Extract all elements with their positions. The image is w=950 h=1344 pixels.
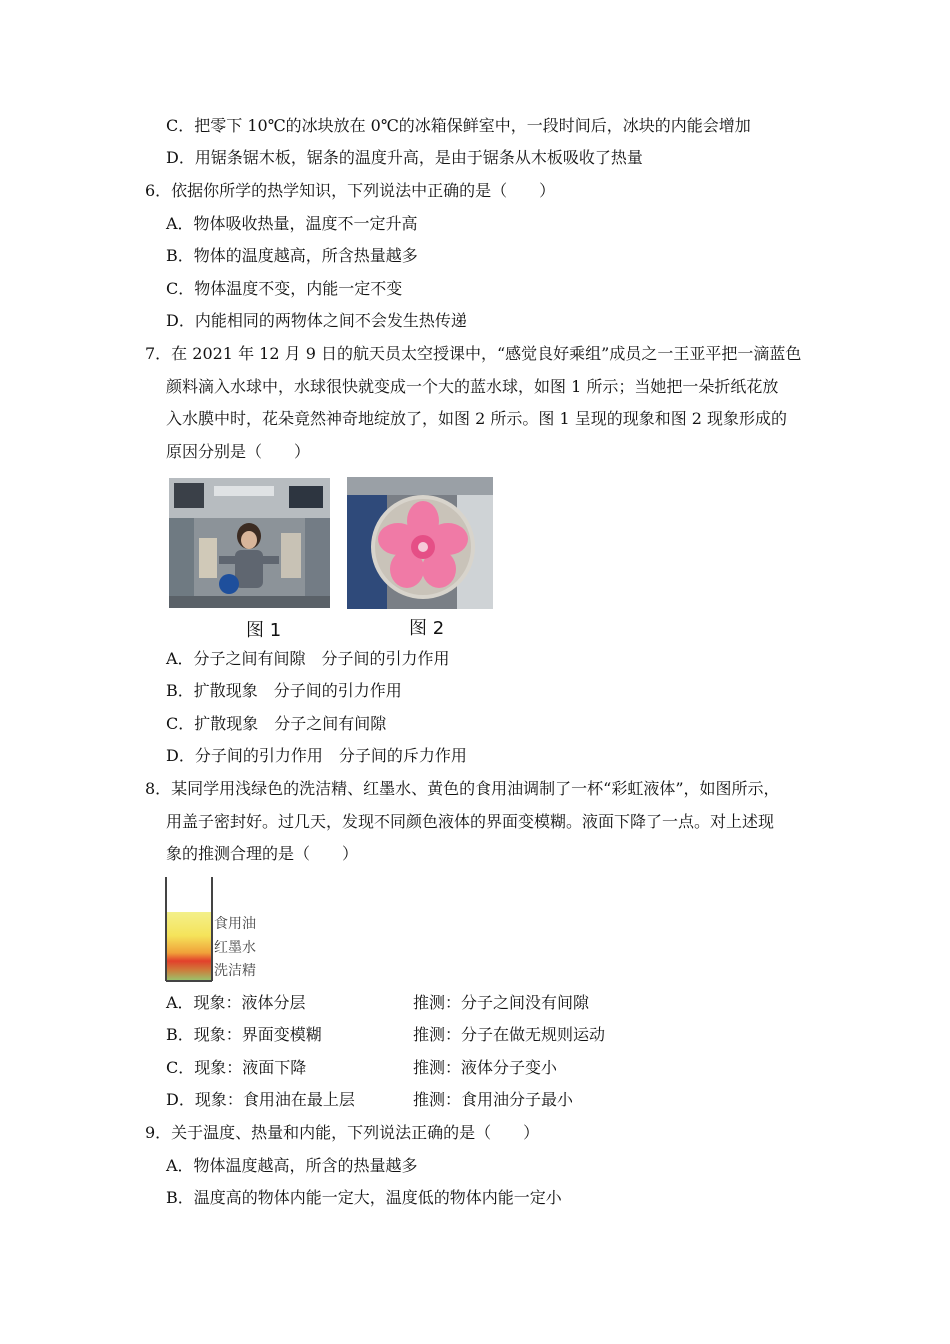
q8-stem-line1: 8．某同学用浅绿色的洗洁精、红墨水、黄色的食用油调制了一杯“彩虹液体”，如图所示，	[145, 779, 780, 798]
q8-rainbow-liquid-cup	[165, 877, 215, 982]
q8-option-a-guess: 推测：分子之间没有间隙	[413, 993, 590, 1012]
q7-stem-line1: 7．在 2021 年 12 月 9 日的航天员太空授课中，“感觉良好乘组”成员之一王亚平把一滴蓝色	[145, 344, 802, 363]
q8-option-b-phenomenon: B．现象：界面变模糊	[166, 1025, 322, 1044]
q8-layer-label-detergent: 洗洁精	[214, 963, 256, 979]
q9-stem: 9．关于温度、热量和内能，下列说法正确的是（ ）	[145, 1123, 540, 1142]
q7-stem-line2: 颜料滴入水球中，水球很快就变成一个大的蓝水球，如图 1 所示；当她把一朵折纸花放	[166, 377, 779, 396]
q7-figure-1-photo	[169, 478, 330, 608]
q9-option-a: A．物体温度越高，所含的热量越多	[166, 1156, 418, 1175]
q7-option-b: B．扩散现象 分子间的引力作用	[166, 681, 402, 700]
q7-option-c: C．扩散现象 分子之间有间隙	[166, 714, 387, 733]
q6-stem: 6．依据你所学的热学知识，下列说法中正确的是（ ）	[145, 181, 556, 200]
q7-stem-line3: 入水膜中时，花朵竟然神奇地绽放了，如图 2 所示。图 1 呈现的现象和图 2 现象形成的	[166, 409, 788, 428]
q7-option-a: A．分子之间有间隙 分子间的引力作用	[166, 649, 450, 668]
q8-option-d-guess: 推测：食用油分子最小	[413, 1090, 574, 1109]
q8-option-b-guess: 推测：分子在做无规则运动	[413, 1025, 606, 1044]
q6-option-b: B．物体的温度越高，所含热量越多	[166, 246, 418, 265]
q5-option-c: C．把零下 10℃的冰块放在 0℃的冰箱保鲜室中，一段时间后，冰块的内能会增加	[166, 116, 751, 135]
q7-figure-2-caption: 图 2	[409, 618, 445, 639]
q8-layer-label-red-ink: 红墨水	[214, 940, 256, 956]
q8-layer-label-oil: 食用油	[214, 916, 256, 932]
q6-option-d: D．内能相同的两物体之间不会发生热传递	[166, 311, 467, 330]
q6-option-c: C．物体温度不变，内能一定不变	[166, 279, 403, 298]
q8-option-d-phenomenon: D．现象：食用油在最上层	[166, 1090, 355, 1109]
q8-option-a-phenomenon: A．现象：液体分层	[166, 993, 306, 1012]
q7-figure-2-photo	[347, 477, 493, 609]
q5-option-d: D．用锯条锯木板，锯条的温度升高，是由于锯条从木板吸收了热量	[166, 148, 643, 167]
q9-option-b: B．温度高的物体内能一定大，温度低的物体内能一定小	[166, 1188, 562, 1207]
q8-option-c-phenomenon: C．现象：液面下降	[166, 1058, 307, 1077]
q7-option-d: D．分子间的引力作用 分子间的斥力作用	[166, 746, 467, 765]
q6-option-a: A．物体吸收热量，温度不一定升高	[166, 214, 418, 233]
q7-stem-line4: 原因分别是（ ）	[166, 442, 311, 461]
q8-option-c-guess: 推测：液体分子变小	[413, 1058, 558, 1077]
q8-stem-line2: 用盖子密封好。过几天，发现不同颜色液体的界面变模糊。液面下降了一点。对上述现	[166, 812, 775, 831]
q8-stem-line3: 象的推测合理的是（ ）	[166, 844, 359, 863]
q7-figure-1-caption: 图 1	[246, 620, 282, 641]
